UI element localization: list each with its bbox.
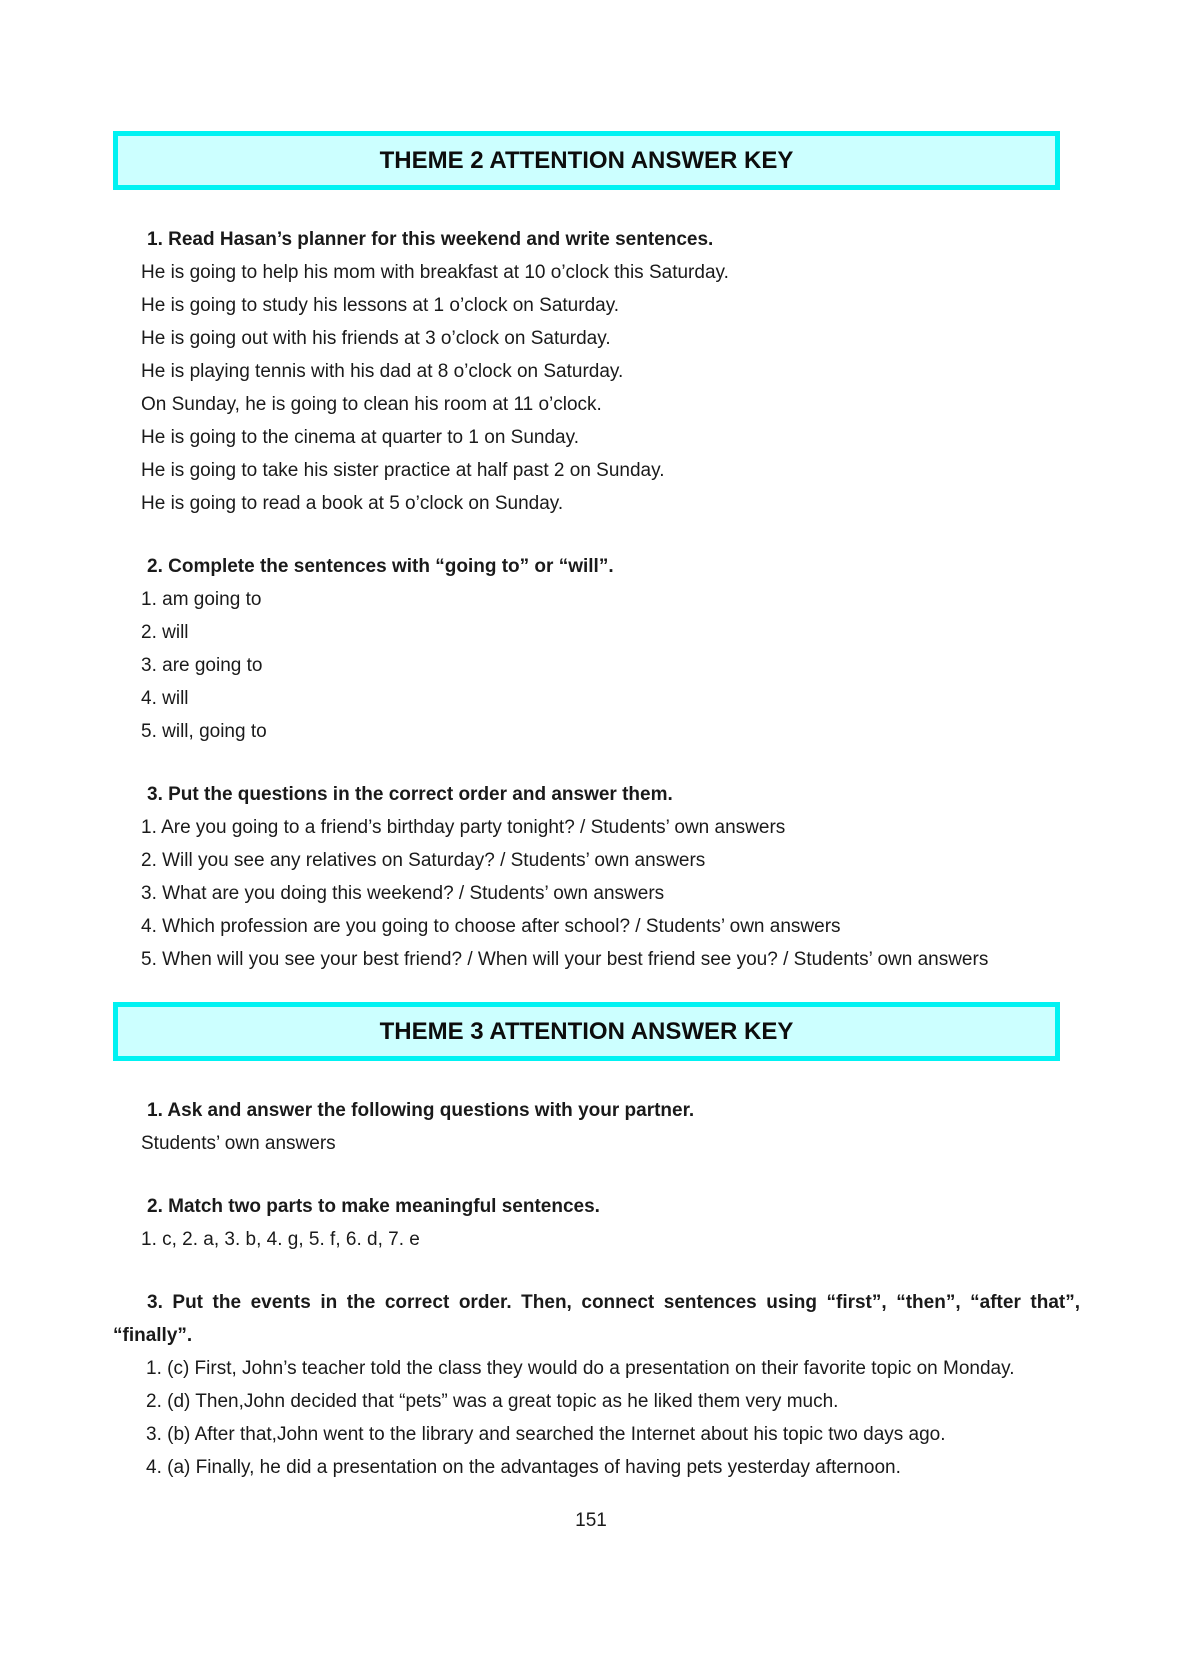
- answer-line: 4. Which profession are you going to choose after school? / Students’ own answers: [141, 916, 841, 937]
- question-heading: 3. Put the questions in the correct order and answer them.: [147, 784, 673, 805]
- answer-line: He is going to study his lessons at 1 o’clock on Saturday.: [141, 295, 620, 316]
- theme-section: [113, 1002, 1080, 1484]
- answer-line: He is going to read a book at 5 o’clock on Sunday.: [141, 493, 564, 514]
- question-heading: 1. Read Hasan’s planner for this weekend and write sentences.: [147, 229, 714, 250]
- answer-line: Students’ own answers: [141, 1133, 336, 1154]
- question-heading: 2. Match two parts to make meaningful sentences.: [147, 1196, 600, 1217]
- section-title-box: [113, 131, 1060, 190]
- answer-key-page: [113, 0, 1080, 1484]
- answer-line: 3. What are you doing this weekend? / Students’ own answers: [141, 883, 665, 904]
- qa-block: [113, 223, 1080, 520]
- page-number: 151: [575, 1510, 607, 1531]
- answer-line: On Sunday, he is going to clean his room at 11 o’clock.: [141, 394, 602, 415]
- question-heading: 2. Complete the sentences with “going to” or “will”.: [147, 556, 614, 577]
- answer-line: 1. Are you going to a friend’s birthday party tonight? / Students’ own answers: [141, 817, 786, 838]
- answer-line: He is playing tennis with his dad at 8 o’clock on Saturday.: [141, 361, 624, 382]
- question-heading: 1. Ask and answer the following questions with your partner.: [147, 1100, 695, 1121]
- qa-block: [113, 1286, 1080, 1484]
- answer-line: He is going out with his friends at 3 o’clock on Saturday.: [141, 328, 611, 349]
- answer-line: 3. are going to: [141, 655, 263, 676]
- answer-line: He is going to take his sister practice at half past 2 on Sunday.: [141, 460, 665, 481]
- answer-line: 1. am going to: [141, 589, 262, 610]
- answer-line: 3. (b) After that,John went to the library and searched the Internet about his topic two days ago.: [146, 1424, 946, 1445]
- qa-block: [113, 1094, 1080, 1160]
- theme-section: [113, 131, 1080, 976]
- answer-line: 4. will: [141, 688, 189, 709]
- answer-line: He is going to help his mom with breakfast at 10 o’clock this Saturday.: [141, 262, 729, 283]
- qa-block: [113, 778, 1080, 976]
- answer-line: 1. (c) First, John’s teacher told the class they would do a presentation on their favorite topic on Monday.: [146, 1358, 1015, 1379]
- answer-line: 5. will, going to: [141, 721, 267, 742]
- section-title-box: [113, 1002, 1060, 1061]
- answer-line: 5. When will you see your best friend? / When will your best friend see you? / Students’ own answers: [141, 949, 989, 970]
- qa-block: [113, 550, 1080, 748]
- answer-line: 2. Will you see any relatives on Saturday? / Students’ own answers: [141, 850, 706, 871]
- qa-block: [113, 1190, 1080, 1256]
- section-title: THEME 3 ATTENTION ANSWER KEY: [379, 1017, 794, 1045]
- answer-line: He is going to the cinema at quarter to 1 on Sunday.: [141, 427, 579, 448]
- answer-line: 4. (a) Finally, he did a presentation on the advantages of having pets yesterday afternoon.: [146, 1457, 901, 1478]
- answer-line: 2. (d) Then,John decided that “pets” was a great topic as he liked them very much.: [146, 1391, 839, 1412]
- answer-line: 1. c, 2. a, 3. b, 4. g, 5. f, 6. d, 7. e: [141, 1229, 420, 1250]
- answer-line: 2. will: [141, 622, 189, 643]
- section-title: THEME 2 ATTENTION ANSWER KEY: [379, 146, 794, 174]
- question-heading: 3. Put the events in the correct order. Then, connect sentences using “first”, “then”, “after that”, “finally”.: [113, 1292, 1080, 1346]
